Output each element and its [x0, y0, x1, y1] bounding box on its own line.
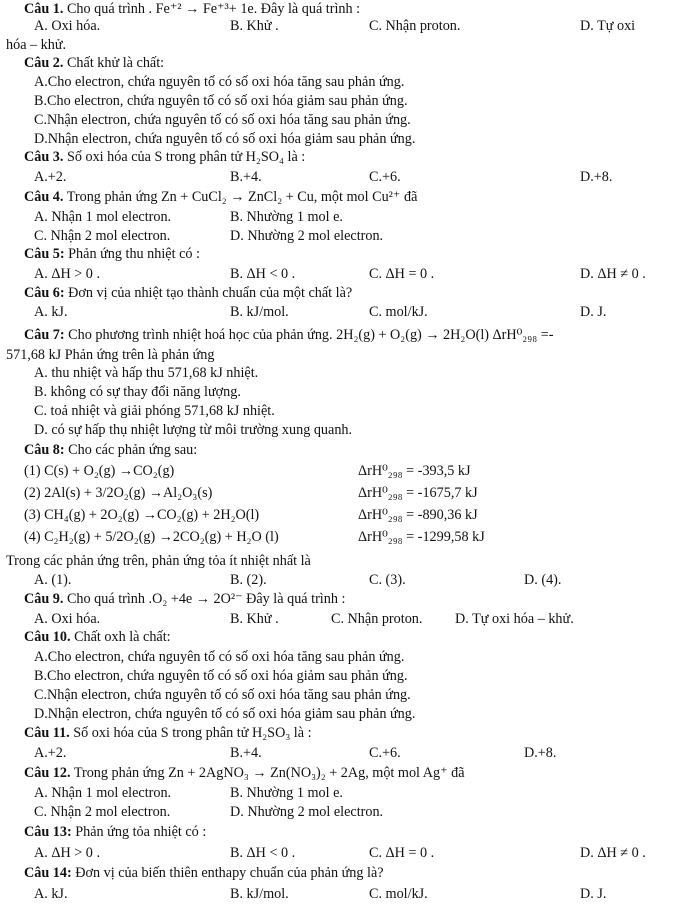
question-text: Trong phản ứng Zn + CuCl₂ → ZnCl₂ + Cu, một mol Cu²⁺ đã	[66, 189, 418, 205]
option-a: A.+2.	[34, 745, 67, 761]
question-8-prompt: Trong các phản ứng trên, phản ứng tỏa ít nhiệt nhất là	[6, 553, 311, 569]
option-b: B. Nhường 1 mol e.	[230, 785, 343, 801]
question-label: Câu 7:	[24, 327, 65, 343]
option-c: C.+6.	[369, 169, 401, 185]
option-b: B.Cho electron, chứa nguyên tố có số oxi hóa giảm sau phản ứng.	[34, 93, 408, 109]
question-9	[24, 592, 345, 606]
question-label: Câu 10.	[24, 629, 71, 645]
question-label: Câu 4.	[24, 189, 64, 205]
option-a: A. Nhận 1 mol electron.	[34, 785, 172, 801]
reaction-1-equation: (1) C(s) + O₂(g) →CO₂(g)	[24, 463, 175, 479]
option-d: D. ΔH ≠ 0 .	[580, 266, 646, 282]
question-text: Cho quá trình .O₂ +4e → 2O²⁻ Đây là quá trình :	[66, 591, 346, 607]
option-b: B. Khử .	[230, 18, 279, 34]
option-d: D. J.	[580, 304, 607, 320]
question-label: Câu 13:	[24, 824, 72, 840]
question-6	[24, 286, 352, 300]
option-b: B.+4.	[230, 745, 262, 761]
option-c: C. Nhận proton.	[331, 611, 423, 627]
question-1	[24, 2, 360, 16]
option-a: A. thu nhiệt và hấp thu 571,68 kJ nhiệt.	[34, 365, 259, 381]
option-d: D.Nhận electron, chứa nguyên tố có số oxi hóa giảm sau phản ứng.	[34, 706, 416, 722]
option-c: C.Nhận electron, chứa nguyên tố có số oxi hóa tăng sau phản ứng.	[34, 687, 411, 703]
option-d: D. Nhường 2 mol electron.	[230, 228, 384, 244]
reaction-2-enthalpy: ΔrH⁰₂₉₈ = -1675,7 kJ	[358, 485, 478, 501]
question-text: Đơn vị của biến thiên enthapy chuẩn của phản ứng là?	[75, 865, 384, 881]
question-text: Cho phương trình nhiệt hoá học của phản ứng. 2H₂(g) + O₂(g) → 2H₂O(l) ΔrH⁰₂₉₈ =-	[68, 327, 554, 343]
option-c: C. toả nhiệt và giải phóng 571,68 kJ nhiệt.	[34, 403, 275, 419]
option-b: B. không có sự thay đổi năng lượng.	[34, 384, 241, 400]
reaction-4-enthalpy: ΔrH⁰₂₉₈ = -1299,58 kJ	[358, 529, 485, 545]
question-text: Số oxi hóa của S trong phân tử H₂SO₄ là :	[66, 149, 306, 165]
question-14	[24, 866, 384, 880]
option-c: C. Nhận 2 mol electron.	[34, 804, 171, 820]
question-label: Câu 8:	[24, 442, 65, 458]
option-d: D. Nhường 2 mol electron.	[230, 804, 384, 820]
reaction-4-equation: (4) C₂H₂(g) + 5/2O₂(g) →2CO₂(g) + H₂O (l)	[24, 529, 279, 545]
question-label: Câu 5:	[24, 246, 65, 262]
question-1-wrap: hóa – khử.	[6, 37, 67, 53]
option-a: A.Cho electron, chứa nguyên tố có số oxi hóa tăng sau phản ứng.	[34, 74, 405, 90]
option-a: A.Cho electron, chứa nguyên tố có số oxi hóa tăng sau phản ứng.	[34, 649, 405, 665]
question-label: Câu 3.	[24, 149, 64, 165]
option-c: C. mol/kJ.	[369, 886, 428, 902]
option-d: D. có sự hấp thụ nhiệt lượng từ môi trường xung quanh.	[34, 422, 353, 438]
option-c: C. mol/kJ.	[369, 304, 428, 320]
question-2	[24, 56, 164, 70]
option-d: D. (4).	[524, 572, 562, 588]
option-a: A. kJ.	[34, 886, 68, 902]
option-a: A. (1).	[34, 572, 72, 588]
question-text: Phản ứng tỏa nhiệt có :	[75, 824, 207, 840]
question-4	[24, 190, 417, 204]
option-a: A. kJ.	[34, 304, 68, 320]
option-d: D.+8.	[524, 745, 557, 761]
option-a: A. Oxi hóa.	[34, 611, 101, 627]
option-c: C.Nhận electron, chứa nguyên tố có số oxi hóa tăng sau phản ứng.	[34, 112, 411, 128]
option-b: B. kJ/mol.	[230, 304, 289, 320]
option-a: A. Nhận 1 mol electron.	[34, 209, 172, 225]
question-text: Cho các phản ứng sau:	[68, 442, 198, 458]
option-b: B. (2).	[230, 572, 267, 588]
option-a: A. ΔH > 0 .	[34, 266, 100, 282]
question-text: Chất khử là chất:	[66, 55, 165, 71]
option-c: C. ΔH = 0 .	[369, 266, 435, 282]
option-c: C. ΔH = 0 .	[369, 845, 435, 861]
option-a: A. Oxi hóa.	[34, 18, 101, 34]
question-label: Câu 1.	[24, 1, 64, 17]
question-label: Câu 12.	[24, 765, 71, 781]
question-text: Đơn vị của nhiệt tạo thành chuẩn của một chất là?	[68, 285, 353, 301]
option-c: C. Nhận 2 mol electron.	[34, 228, 171, 244]
question-13	[24, 825, 206, 839]
option-d: D. Tự oxi hóa – khử.	[455, 611, 574, 627]
reaction-3-enthalpy: ΔrH⁰₂₉₈ = -890,36 kJ	[358, 507, 478, 523]
question-8	[24, 443, 197, 457]
option-b: B. Khử .	[230, 611, 279, 627]
option-d: D. Tự oxi	[580, 18, 636, 34]
option-d: D.+8.	[580, 169, 613, 185]
option-c: C.+6.	[369, 745, 401, 761]
reaction-2-equation: (2) 2Al(s) + 3/2O₂(g) →Al₂O₃(s)	[24, 485, 213, 501]
question-5	[24, 247, 200, 261]
option-b: B. ΔH < 0 .	[230, 266, 296, 282]
option-a: A.+2.	[34, 169, 67, 185]
question-11	[24, 726, 312, 740]
option-b: B.Cho electron, chứa nguyên tố có số oxi hóa giảm sau phản ứng.	[34, 668, 408, 684]
question-3	[24, 150, 305, 164]
question-text: Cho quá trình . Fe⁺² → Fe⁺³+ 1e. Đây là quá trình :	[66, 1, 361, 17]
option-d: D. J.	[580, 886, 607, 902]
question-10	[24, 630, 171, 644]
option-a: A. ΔH > 0 .	[34, 845, 100, 861]
question-label: Câu 11.	[24, 725, 70, 741]
question-text: Trong phản ứng Zn + 2AgNO₃ → Zn(NO₃)₂ + 2Ag, một mol Ag⁺ đã	[73, 765, 465, 781]
option-b: B. Nhường 1 mol e.	[230, 209, 343, 225]
option-b: B. kJ/mol.	[230, 886, 289, 902]
option-b: B.+4.	[230, 169, 262, 185]
question-7-wrap: 571,68 kJ Phản ứng trên là phản ứng	[6, 347, 215, 363]
option-c: C. Nhận proton.	[369, 18, 461, 34]
option-d: D.Nhận electron, chứa nguyên tố có số oxi hóa giảm sau phản ứng.	[34, 131, 416, 147]
question-label: Câu 14:	[24, 865, 72, 881]
question-label: Câu 6:	[24, 285, 65, 301]
option-d: D. ΔH ≠ 0 .	[580, 845, 646, 861]
question-7	[24, 328, 553, 342]
question-text: Số oxi hóa của S trong phân tử H₂SO₃ là :	[73, 725, 312, 741]
option-b: B. ΔH < 0 .	[230, 845, 296, 861]
question-12	[24, 766, 465, 780]
question-text: Phản ứng thu nhiệt có :	[68, 246, 200, 262]
option-c: C. (3).	[369, 572, 406, 588]
reaction-1-enthalpy: ΔrH⁰₂₉₈ = -393,5 kJ	[358, 463, 471, 479]
reaction-3-equation: (3) CH₄(g) + 2O₂(g) →CO₂(g) + 2H₂O(l)	[24, 507, 260, 523]
question-label: Câu 9.	[24, 591, 64, 607]
question-label: Câu 2.	[24, 55, 64, 71]
question-text: Chất oxh là chất:	[74, 629, 171, 645]
